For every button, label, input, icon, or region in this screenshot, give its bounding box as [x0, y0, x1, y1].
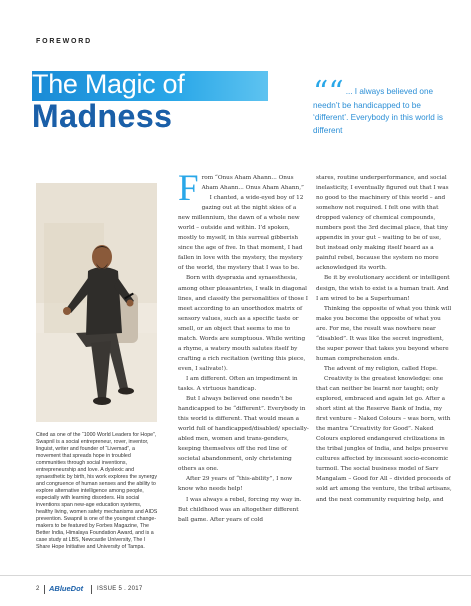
body-paragraph: The advent of my religion, called Hope. [324, 365, 438, 372]
body-paragraph: I was always a rebel, forcing my way in. But childhood was an altogether different ball game. After years of cold [178, 496, 302, 523]
person-on-stage-photo-icon [36, 183, 157, 422]
page-number: 2 [36, 586, 40, 592]
quote-mark-icon: ““ [313, 75, 344, 110]
footer-separator [91, 585, 92, 594]
brand-logo: ABlueDot [49, 584, 84, 593]
issue-label: ISSUE 5 . 2017 [97, 586, 143, 592]
page-footer [36, 584, 236, 596]
section-label: FOREWORD [36, 38, 93, 45]
author-bio-caption [36, 432, 158, 551]
body-paragraph: Born with dyspraxia and synaesthesia, among other pleasantries, I walk in diagonal lines, and classify the personalities of those I meet according to an unorthodox matrix of sensory values, such as a specific taste or smell, or an object that seems to me to match. Words are sumptuous. While writing a rhyme, a watery mouth salutes itself by crafting a rich recitation (writing this piece, even, I salivate!). [178, 275, 309, 372]
body-paragraph: Creativity is the greatest knowledge: one that can neither be learnt nor taught; only explored, embraced and again let go. After a short stint at the Reserve Bank of India, my first venture – Naked Colours – was born, with the mantra “Creativity for Good”. Naked Colours explored endangered civilizations in the tribal jungles of India, and helps preserve cultures affected by incessant socio-economic turmoil. The social business model of Sarv Mangalam – Good for All – divided proceeds of sold art among the venture, the tribal artisans, and the next community requiring help, and [316, 375, 452, 503]
author-photo [36, 183, 157, 422]
title-line-1: The Magic of [32, 69, 185, 99]
pull-quote-text: ... I always believed one needn’t be handicapped to be ‘different’. Everybody in this world is different [313, 87, 443, 135]
footer-separator [44, 585, 45, 594]
article-title [32, 71, 268, 133]
body-paragraph: I am different. Often an impediment in tasks. A virtuous handicap. [178, 375, 298, 392]
body-column-2 [316, 173, 452, 505]
body-paragraph: But I always believed one needn’t be handicapped to be “different”. Everybody in this world is different. That would mean a world full of handicapped/disabled/ specially-abled men, women and trans-genders, keeping themselves off the red line of societal abandonment, only christening others as one. [178, 396, 309, 473]
body-paragraph: After 29 years of “this-ability”, I now know who needs help! [178, 476, 293, 493]
opening-paragraph [178, 168, 309, 209]
body-paragraph: I chanted, a wide-eyed boy of 12 gazing out at the night skies of a new millennium, the dawn of a whole new world – outside and within. I’d spoken, mostly to myself, in this surreal gibberish since the age of five. In that moment, I had fallen in love with the mystery, the mystery of the world, the mystery that I was to be. [178, 195, 304, 272]
drop-cap: F [178, 168, 199, 209]
opening-text: rom “Onus Aham Ahann... Onus Aham Ahann... Onus Aham Ahann,” [201, 175, 304, 192]
title-line-2: Madness [32, 98, 173, 134]
body-column-1 [178, 168, 309, 525]
caption-text: Cited as one of the “1000 World Leaders for Hope”, Swapnil is a social entrepreneur, rover, inventor, linguist, writer and founder of “Livemad”, a movement that spreads hope in troubled communities through social inventions, entrepreneurship and love. A dyslexic and synaesthetic by birth, his work explores the synergy and congruence of human senses and the ability to explore alternative intelligence among people, especially with learning disorders. His social inventions span new-age education systems, healthy living, women safety mechanisms and AIDS prevention. Swapnil is one of the youngest change-makers to be featured by Forbes Magazine, The Better India, Himalaya Foundation Award, and is a case study at LBS, Newcastle University, The I Share Hope Initiative and University of Tampa. [36, 432, 158, 550]
pull-quote [313, 75, 453, 137]
body-paragraph: Thinking the opposite of what you think will make you become the opposite of what you are. For me, the result was nowhere near “disabled”. It was like the secret ingredient, the super power that takes you beyond where human comprehension ends. [316, 305, 452, 362]
body-paragraph: Be it by evolutionary accident or intelligent design, the wish to exist is a human trait. And I am wired to be a Superhuman! [316, 275, 450, 302]
footer-divider [0, 575, 471, 576]
title-line-1-banner [32, 71, 268, 101]
body-paragraph: stares, routine underperformance, and social inelasticity, I eventually figured out that I was no good to the machinery of this world – and somehow not required. I felt one with that dropped valency of chemical compounds, numbers post the 3rd decimal place, that tiny appendix in your gut – waiting to be of use, but instead only making itself heard as a painful rebel, because the system no more acknowledged its worth. [316, 175, 449, 272]
title-line-2-banner [32, 98, 268, 134]
